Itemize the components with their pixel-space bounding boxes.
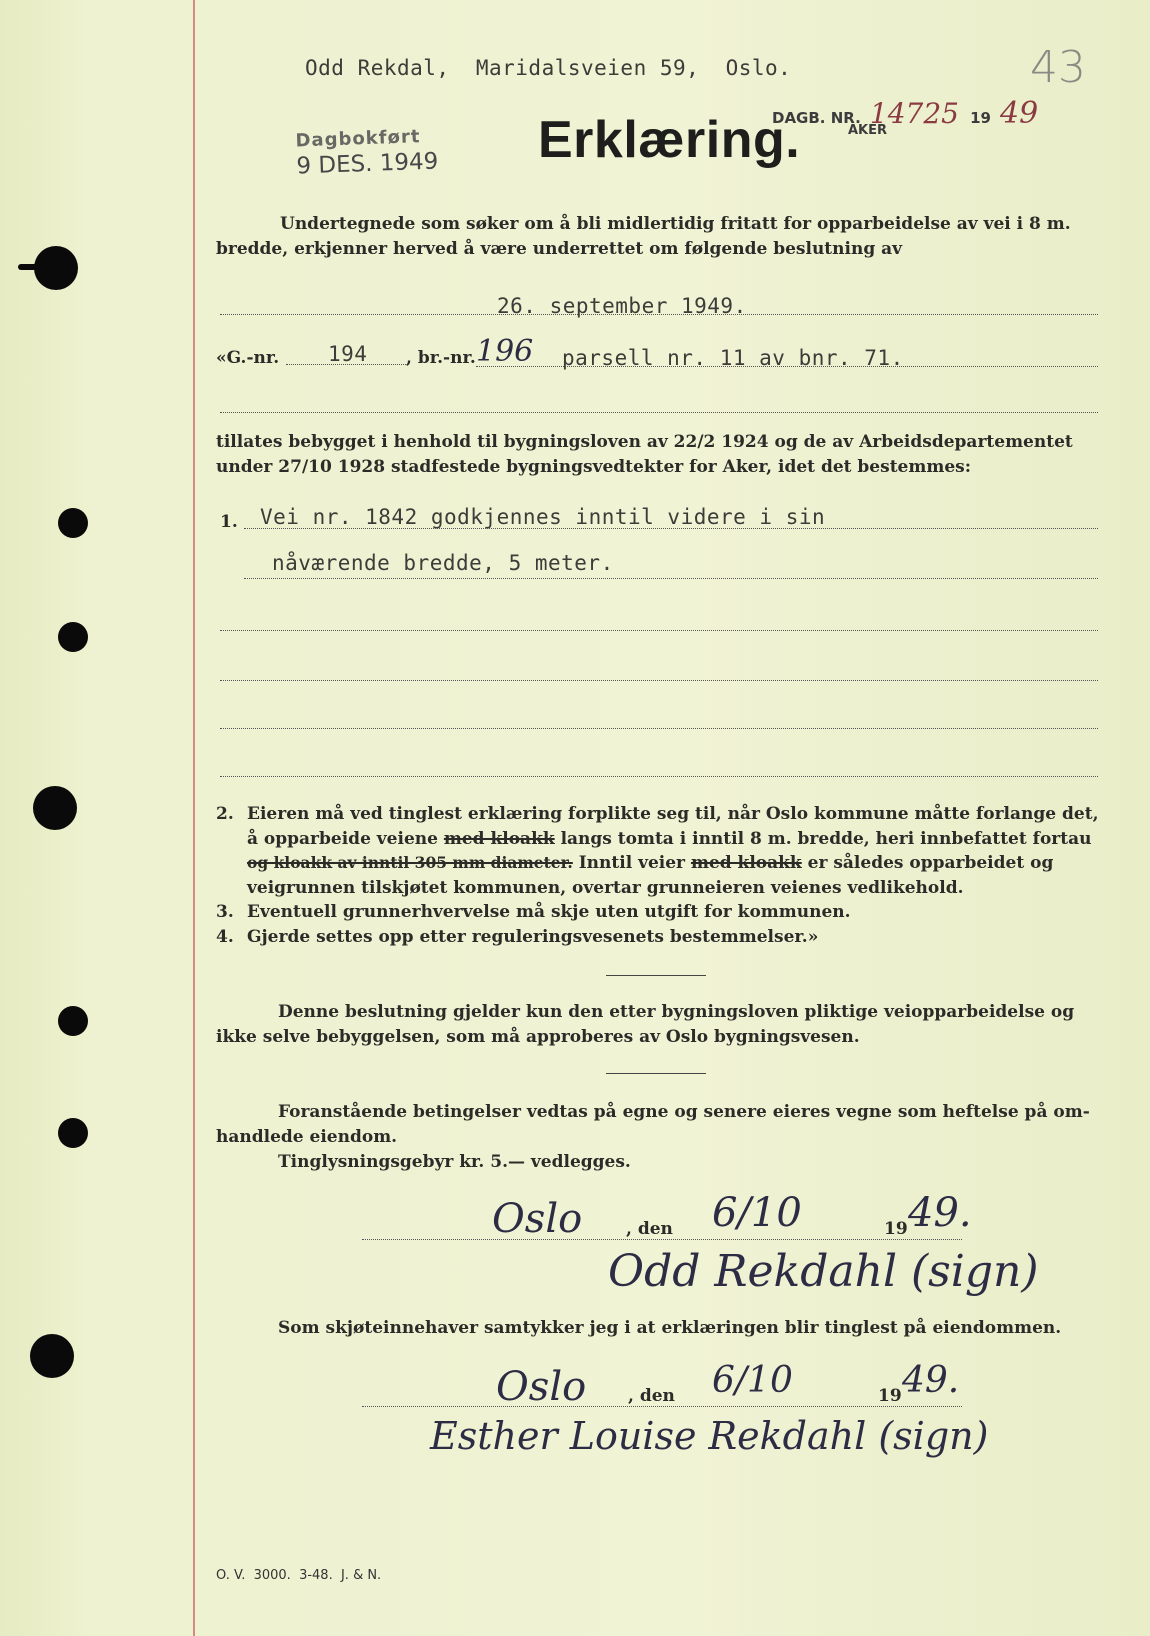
permission-paragraph	[216, 430, 1098, 480]
item-1-line-2: nåværende bredde, 5 meter.	[272, 551, 614, 575]
journal-stamp	[772, 96, 1038, 138]
item-1-dotline-4	[220, 680, 1098, 681]
item-1-dotline-1	[244, 528, 1098, 529]
signature-2-place: Oslo	[496, 1364, 587, 1410]
signature-2-date: 6/10	[712, 1360, 793, 1401]
stamp-registered-date: 9 DES. 1949	[295, 148, 439, 180]
journal-aker-label: AKER	[848, 123, 888, 138]
separator-1	[606, 975, 706, 976]
decision-date-line	[220, 314, 1098, 315]
permission-line-1: tillates bebygget i henhold til bygningsloven av 22/2 1924 og de av Arbeidsdepartementet	[216, 432, 1073, 452]
separator-2	[606, 1073, 706, 1074]
condition-2-line-2b: langs tomta i inntil 8 m. bredde, heri innbefattet fortau	[560, 828, 1092, 849]
condition-2-line-1: Eieren må ved tinglest erklæring forplikte seg til, når Oslo kommune måtte forlange det,	[247, 804, 1099, 824]
margin-line	[193, 0, 195, 1636]
item-1-line-1: Vei nr. 1842 godkjennes inntil videre i sin	[260, 505, 826, 529]
punch-hole	[58, 1006, 88, 1036]
blank-line	[220, 412, 1098, 413]
journal-number-label: DAGB. NR.	[772, 109, 861, 127]
punch-hole	[33, 786, 77, 830]
signature-1-date: 6/10	[712, 1190, 802, 1236]
note-line-2: ikke selve bebyggelsen, som må approberes av Oslo bygningsvesen.	[216, 1027, 860, 1047]
condition-3	[216, 900, 1100, 925]
condition-2-struck-1: med kloakk	[443, 828, 555, 849]
gnr-value: 194	[328, 342, 368, 366]
document-title: Erklæring.	[538, 111, 801, 169]
condition-2-row-3	[216, 851, 1100, 876]
condition-3-number: 3.	[216, 902, 234, 922]
brnr-label: , br.-nr.	[406, 348, 476, 368]
punch-hole	[18, 264, 42, 270]
item-1-dotline-6	[220, 776, 1098, 777]
stamp-registered-label: Dagbokført	[295, 126, 421, 152]
intro-line-1: Undertegnede som søker om å bli midlertidig fritatt for opparbeidelse av vei i 8 m.	[280, 214, 1071, 234]
encumbrance-paragraph	[216, 1100, 1098, 1175]
condition-2	[216, 802, 1100, 949]
stamp-registered	[295, 126, 439, 180]
item-1-dotline-5	[220, 728, 1098, 729]
condition-4-number: 4.	[216, 926, 234, 947]
signature-2-year: 49.	[902, 1360, 960, 1401]
note-line-1: Denne beslutning gjelder kun den etter bygningsloven pliktige veiopparbeidelse og	[278, 1002, 1075, 1022]
encumbrance-line-1: Foranstående betingelser vedtas på egne og senere eieres vegne som heftelse på om-	[278, 1102, 1090, 1122]
intro-line-2: bredde, erkjenner herved å være underrettet om følgende beslutning av	[216, 239, 903, 259]
item-1-dotline-2	[244, 578, 1098, 579]
gnr-label: «G.-nr.	[216, 348, 280, 368]
condition-2-line-4: veigrunnen tilskjøtet kommunen, overtar grunneieren veienes vedlikehold.	[247, 877, 964, 898]
signature-2-year-prefix: 19	[878, 1386, 902, 1406]
signature-1-year-prefix: 19	[884, 1219, 908, 1239]
signature-2-line	[362, 1406, 962, 1407]
property-line	[476, 366, 1098, 367]
signature-1-place: Oslo	[492, 1196, 583, 1242]
punch-hole	[58, 622, 88, 652]
item-1-number: 1.	[220, 512, 238, 532]
permission-line-2: under 27/10 1928 stadfestede bygningsvedtekter for Aker, idet det bestemmes:	[216, 457, 971, 477]
punch-hole	[58, 508, 88, 538]
condition-2-row-2	[216, 827, 1100, 852]
journal-number: 14725	[869, 97, 959, 130]
gnr-line	[286, 364, 406, 365]
condition-2-struck-2: og kloakk av inntil 305 mm diameter.	[247, 853, 573, 872]
signature-1-line	[362, 1239, 962, 1240]
encumbrance-fee: Tinglysningsgebyr kr. 5.— vedlegges.	[278, 1152, 631, 1172]
intro-paragraph	[216, 212, 1096, 262]
signature-1-name: Odd Rekdahl (sign)	[608, 1246, 1039, 1297]
encumbrance-line-2: handlede eiendom.	[216, 1127, 398, 1147]
brnr-value: 196	[476, 334, 534, 369]
condition-2-line-2a: å opparbeide veiene	[247, 828, 438, 849]
decision-date: 26. september 1949.	[497, 294, 747, 318]
condition-3-text: Eventuell grunnerhvervelse må skje uten utgift for kommunen.	[247, 902, 851, 922]
signature-2-den: , den	[628, 1386, 675, 1406]
condition-2-struck-3: med kloakk	[690, 853, 802, 873]
punch-hole	[58, 1118, 88, 1148]
signature-1-year: 49.	[908, 1190, 972, 1236]
condition-2-number: 2.	[216, 804, 234, 824]
typed-address: Odd Rekdal, Maridalsveien 59, Oslo.	[305, 56, 792, 80]
signature-2-name: Esther Louise Rekdahl (sign)	[430, 1414, 989, 1458]
condition-4	[216, 925, 1100, 950]
journal-year: 49	[1000, 96, 1039, 131]
condition-2-row-1	[216, 802, 1100, 827]
signature-1-den: , den	[626, 1219, 673, 1239]
condition-4-text: Gjerde settes opp etter reguleringsvesenets bestemmelser.»	[247, 926, 819, 947]
item-1-dotline-3	[220, 630, 1098, 631]
punch-hole	[30, 1334, 74, 1378]
note-paragraph	[216, 1000, 1098, 1050]
condition-2-line-3b: er således opparbeidet og	[807, 853, 1054, 873]
condition-2-line-3a: Inntil veier	[578, 853, 686, 873]
folio-number: 43	[1030, 42, 1086, 93]
consent-text: Som skjøteinnehaver samtykker jeg i at erklæringen blir tinglest på eiendommen.	[278, 1318, 1062, 1338]
journal-year-prefix: 19	[970, 109, 991, 127]
form-code: O. V. 3000. 3-48. J. & N.	[216, 1568, 382, 1583]
parsell-text: parsell nr. 11 av bnr. 71.	[562, 346, 904, 370]
